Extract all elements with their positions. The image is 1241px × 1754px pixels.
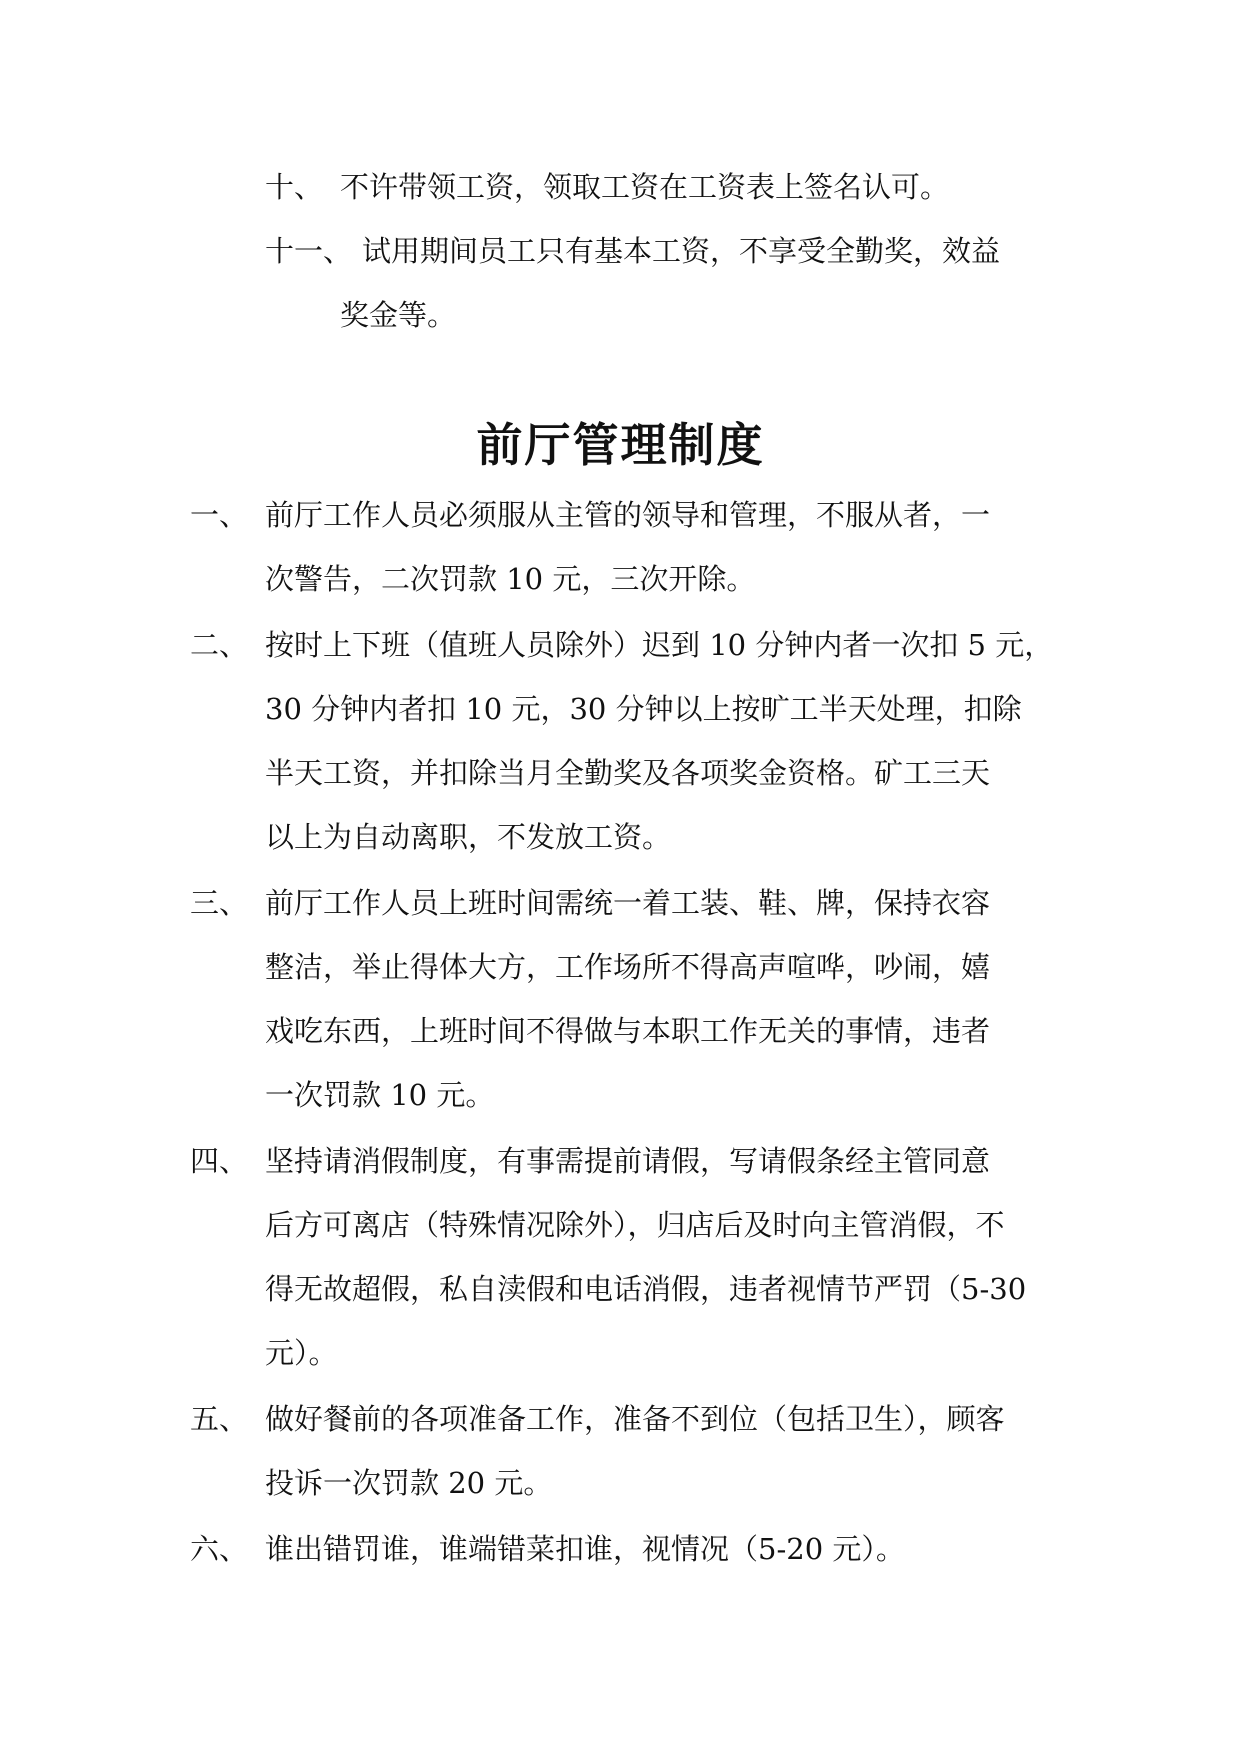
rule-text-line: 元）。 [265, 1336, 338, 1370]
rule-2 [0, 613, 1241, 869]
rule-number: 三、 [190, 886, 249, 920]
rule-text-line: 次警告，二次罚款 10 元，三次开除。 [265, 562, 756, 596]
rule-text-line: 半天工资，并扣除当月全勤奖及各项奖金资格。矿工三天 [265, 756, 991, 790]
rule-text-line: 以上为自动离职，不发放工资。 [265, 820, 672, 854]
rule-number: 二、 [190, 628, 249, 662]
rule-text-line: 后方可离店（特殊情况除外），归店后及时向主管消假，不 [265, 1208, 1005, 1242]
rule-text-line: 谁出错罚谁，谁端错菜扣谁，视情况（5-20 元）。 [265, 1532, 905, 1566]
previous-rule-10 [0, 155, 1241, 219]
rule-text-line: 整洁，举止得体大方，工作场所不得高声喧哗，吵闹，嬉 [265, 950, 991, 984]
rule-text-line: 投诉一次罚款 20 元。 [265, 1466, 553, 1500]
rule-number: 五、 [190, 1402, 249, 1436]
section-title: 前厅管理制度 [476, 418, 765, 472]
rule-number: 四、 [190, 1144, 249, 1178]
rule-number: 十、 [265, 170, 324, 204]
previous-rules-section [0, 155, 1241, 347]
rule-text-line: 30 分钟内者扣 10 元，30 分钟以上按旷工半天处理，扣除 [265, 692, 1022, 726]
rule-text-line: 按时上下班（值班人员除外）迟到 10 分钟内者一次扣 5 元， [265, 628, 1054, 662]
rule-text-line: 坚持请消假制度，有事需提前请假，写请假条经主管同意 [265, 1144, 991, 1178]
rule-1 [0, 483, 1241, 611]
front-hall-rules [0, 483, 1241, 1583]
rule-text-line: 试用期间员工只有基本工资，不享受全勤奖，效益 [362, 234, 1001, 268]
rule-6 [0, 1517, 1241, 1581]
rule-text-line: 得无故超假，私自渎假和电话消假，违者视情节严罚（5-30 [265, 1272, 1027, 1306]
rule-text-line: 前厅工作人员必须服从主管的领导和管理，不服从者，一 [265, 498, 991, 532]
previous-rule-11 [0, 219, 1241, 347]
rule-number: 六、 [190, 1532, 249, 1566]
rule-text-line: 不许带领工资，领取工资在工资表上签名认可。 [340, 170, 950, 204]
rule-text-line: 奖金等。 [340, 298, 457, 332]
rule-text-line: 戏吃东西，上班时间不得做与本职工作无关的事情，违者 [265, 1014, 991, 1048]
rule-number: 一、 [190, 498, 249, 532]
rule-text-line: 一次罚款 10 元。 [265, 1078, 495, 1112]
rule-text-line: 做好餐前的各项准备工作，准备不到位（包括卫生），顾客 [265, 1402, 1005, 1436]
rule-5 [0, 1387, 1241, 1515]
rule-4 [0, 1129, 1241, 1385]
rule-text-line: 前厅工作人员上班时间需统一着工装、鞋、牌，保持衣容 [265, 886, 991, 920]
rule-number: 十一、 [265, 234, 353, 268]
rule-3 [0, 871, 1241, 1127]
